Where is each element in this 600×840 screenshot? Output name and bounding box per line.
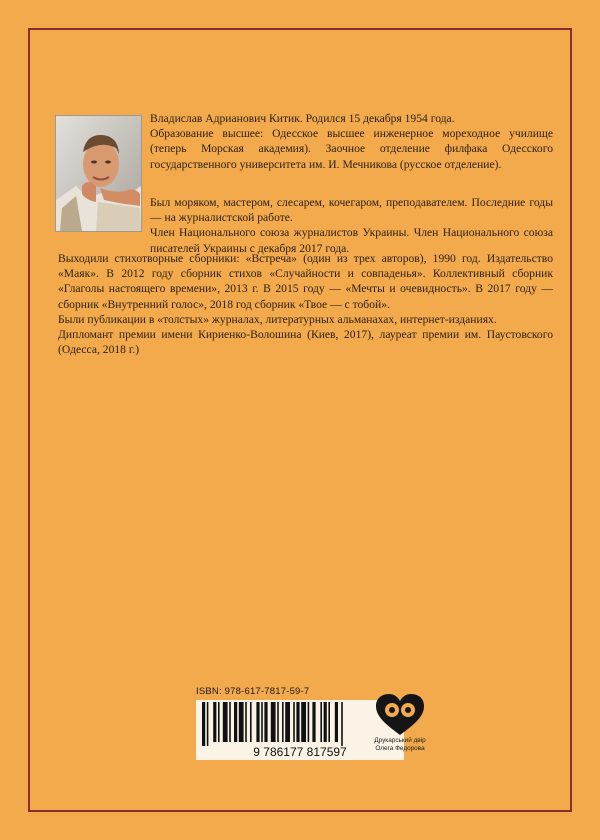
bio-career: [150, 195, 553, 256]
bio-line-2: Образование высшее: Одесское высшее инженерное мореходное училище (теперь Морская академия). Заочное отделение филфака Одесского государственного университета им. И. Мечникова (русское отделение).: [150, 127, 553, 171]
bio-line-3: Был моряком, мастером, слесарем, кочегаром, преподавателем. Последние годы — на журналистской работе.: [150, 196, 553, 225]
publisher-logo: [374, 692, 426, 737]
bio-line-1: Владислав Адрианович Китик. Родился 15 декабря 1954 года.: [150, 112, 455, 125]
bio-intro: [150, 111, 553, 172]
author-photo: [55, 115, 142, 232]
publisher-name: [350, 737, 450, 752]
barcode-digits: 9 786177 817597: [253, 745, 347, 759]
publisher-line-1: Друкарський двір: [374, 737, 426, 744]
bio-line-4: Член Национального союза журналистов Украины. Член Национального союза писателей Украины с декабря 2017 года.: [150, 226, 553, 255]
publisher-line-2: Олега Федорова: [375, 744, 425, 752]
isbn-label: ISBN: 978-617-7817-59-7: [196, 686, 310, 697]
bio-line-5: Выходили стихотворные сборники: «Встреча» (один из трех авторов), 1990 год. Издательство «Маяк». В 2012 году сборник стихов «Случайности и совпаденья». Коллективный сборник «Глаголы настоящего времени», 2013 г. В 2015 году — «Мечты и очевидность». В 2017 году — сборник «Внутренний голос», 2018 год сборник «Твое — с тобой».: [58, 252, 553, 311]
bio-line-7: Дипломант премии имени Кириенко-Волошина (Киев, 2017), лауреат премии им. Паустовского (Одесса, 2018 г.): [58, 328, 553, 357]
bio-works: [58, 251, 553, 357]
bio-line-6: Были публикации в «толстых» журналах, литературных альманахах, интернет-изданиях.: [58, 312, 497, 326]
